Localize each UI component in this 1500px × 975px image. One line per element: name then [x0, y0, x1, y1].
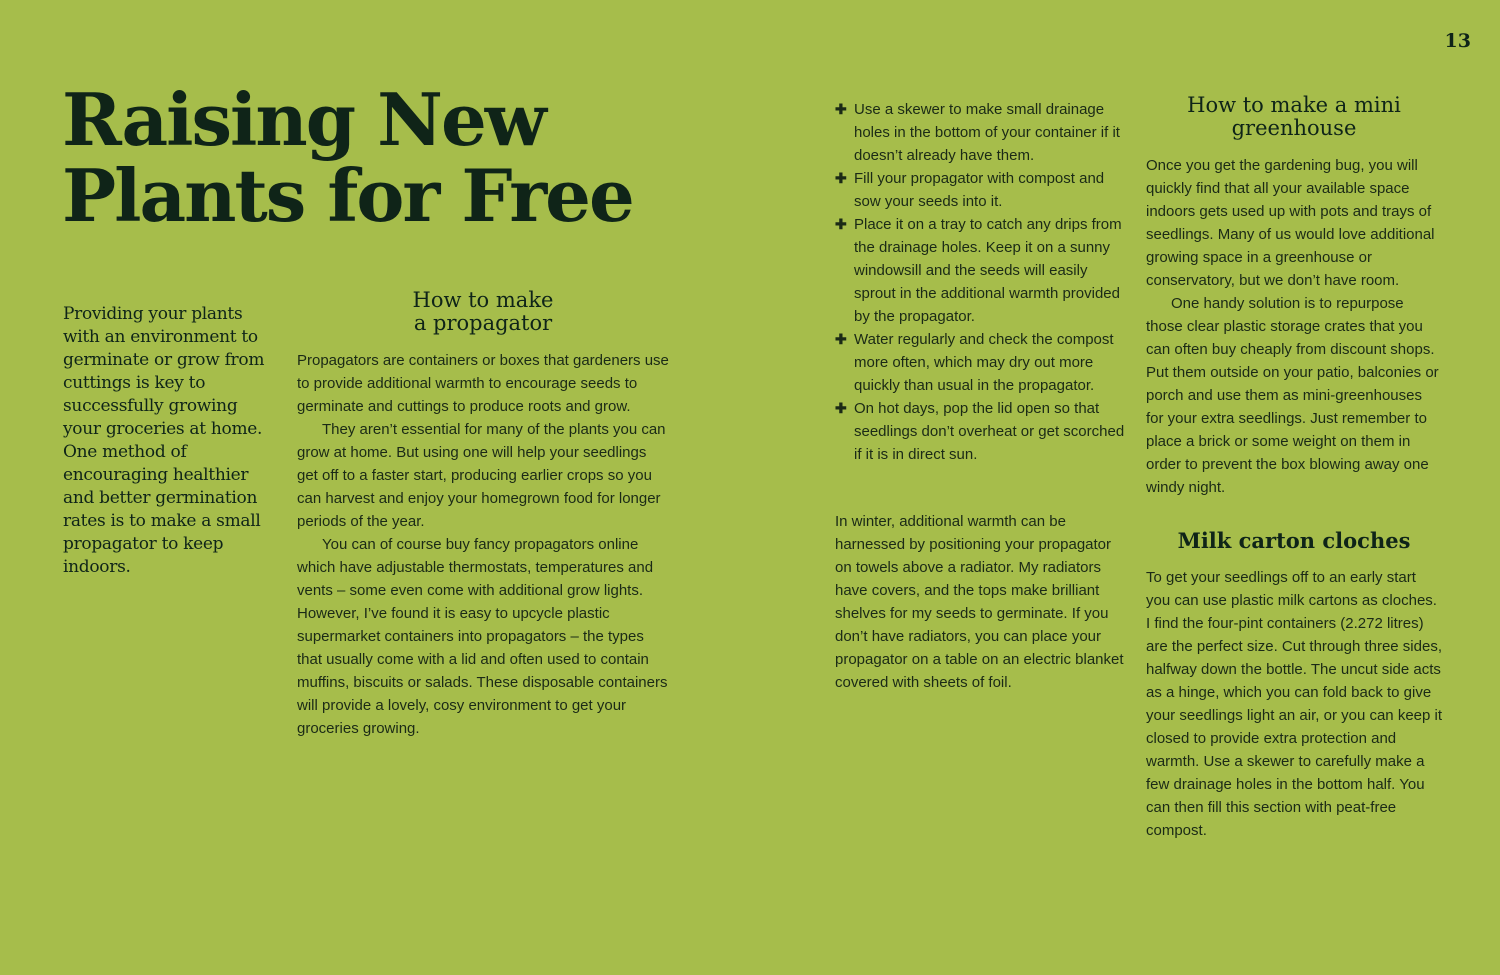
plus-bullet-icon: ✚	[835, 170, 847, 186]
list-item	[835, 98, 1130, 167]
list-item	[835, 328, 1130, 397]
steps-list	[835, 98, 1130, 466]
greenhouse-heading-line-2: greenhouse	[1231, 116, 1357, 140]
propagator-paragraph: Propagators are containers or boxes that gardeners use to provide additional warmth to encourage seeds to germinate and cuttings to produce roots and grow.	[297, 352, 669, 415]
greenhouse-heading-line-1: How to make a mini	[1187, 93, 1401, 117]
propagator-heading-line-2: a propagator	[413, 311, 553, 335]
list-item-text: Place it on a tray to catch any drips from the drainage holes. Keep it on a sunny windowsill and the seeds will easily sprout in the additional warmth provided by the propagator.	[854, 216, 1122, 325]
list-item-text: Use a skewer to make small drainage holes in the bottom of your container if it doesn’t already have them.	[854, 101, 1120, 164]
propagator-paragraph: They aren’t essential for many of the plants you can grow at home. But using one will help your seedlings get off to a faster start, producing earlier crops so you can harvest and enjoy your homegrown food for longer periods of the year.	[297, 421, 666, 530]
list-item	[835, 397, 1130, 466]
plus-bullet-icon: ✚	[835, 400, 847, 416]
greenhouse-heading	[1146, 94, 1442, 140]
list-item	[835, 167, 1130, 213]
right-column	[1146, 94, 1442, 842]
page-title	[62, 77, 762, 238]
list-item	[835, 213, 1130, 328]
page-number: 13	[1444, 30, 1471, 52]
list-item-text: Water regularly and check the compost more often, which may dry out more quickly than usual in the propagator.	[854, 331, 1114, 394]
greenhouse-paragraph: One handy solution is to repurpose those clear plastic storage crates that you can often buy cheaply from discount shops. Put them outside on your patio, balconies or porch and use them as mini-greenhouses for your extra seedlings. Just remember to place a brick or some weight on them in order to prevent the box blowing away one windy night.	[1146, 295, 1439, 496]
list-item-text: Fill your propagator with compost and sow your seeds into it.	[854, 170, 1105, 210]
propagator-heading	[297, 289, 669, 335]
cloches-paragraph: To get your seedlings off to an early start you can use plastic milk cartons as cloches. I find the four-pint containers (2.272 litres) are the perfect size. Cut through three sides, halfway down the bottle. The uncut side acts as a hinge, which you can fold back to give your seedlings light an air, or you can keep it closed to provide extra protection and warmth. Use a skewer to carefully make a few drainage holes in the bottom half. You can then fill this section with peat-free compost.	[1146, 569, 1443, 839]
propagator-paragraph: You can of course buy fancy propagators online which have adjustable thermostats, temperatures and vents – some even come with additional grow lights. However, I’ve found it is easy to upcycle plastic supermarket containers into propagators – the types that usually come with a lid and often used to contain muffins, biscuits or salads. These disposable containers will provide a lovely, cosy environment to get your groceries growing.	[297, 536, 668, 737]
plus-bullet-icon: ✚	[835, 216, 847, 232]
propagator-heading-line-1: How to make	[412, 288, 554, 312]
plus-bullet-icon: ✚	[835, 101, 847, 117]
propagator-column	[297, 289, 669, 740]
cloches-heading: Milk carton cloches	[1177, 528, 1411, 553]
intro-paragraph: Providing your plants with an environment to germinate or grow from cuttings is key to successfully growing your groceries at home. One method of encouraging healthier and better germination rates is to make a small propagator to keep indoors.	[63, 304, 265, 577]
page-title-line-2: Plants for Free	[62, 153, 633, 238]
winter-paragraph: In winter, additional warmth can be harnessed by positioning your propagator on towels above a radiator. My radiators have covers, and the tops make brilliant shelves for my seeds to germinate. If you don’t have radiators, you can place your propagator on a table on an electric blanket covered with sheets of foil.	[835, 513, 1124, 691]
page-title-line-1: Raising New	[62, 77, 545, 162]
list-item-text: On hot days, pop the lid open so that seedlings don’t overheat or get scorched if it is in direct sun.	[854, 400, 1125, 463]
steps-column	[835, 98, 1130, 694]
greenhouse-paragraph: Once you get the gardening bug, you will quickly find that all your available space indoors gets used up with pots and trays of seedlings. Many of us would love additional growing space in a greenhouse or conservatory, but we don’t have room.	[1146, 157, 1435, 289]
plus-bullet-icon: ✚	[835, 331, 847, 347]
